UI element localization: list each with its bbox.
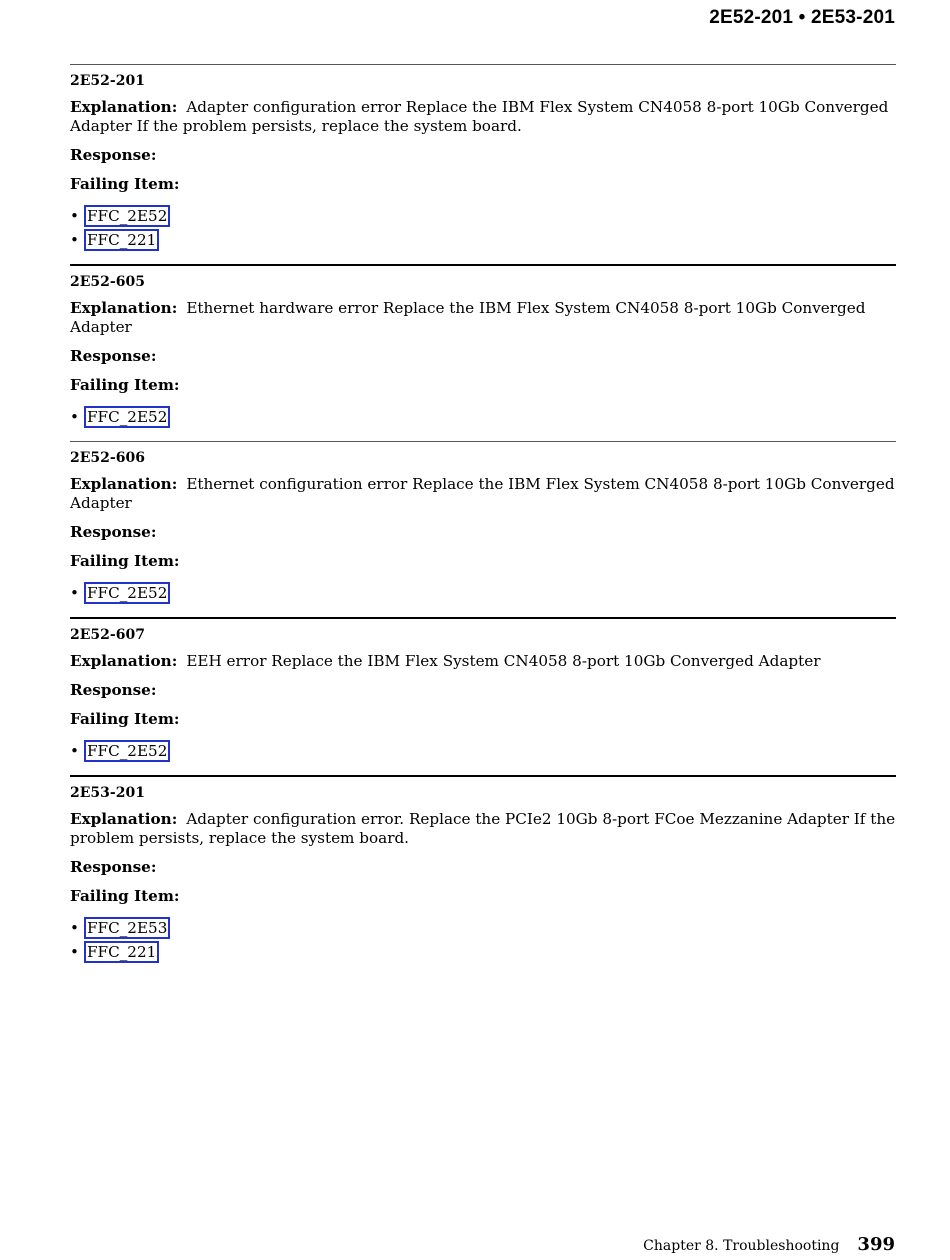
- explanation: [70, 98, 896, 136]
- bullet-icon: •: [70, 584, 79, 602]
- ffc-link[interactable]: FFC_221: [84, 229, 159, 251]
- ffc-link[interactable]: FFC_2E52: [84, 406, 170, 428]
- response-label: Response:: [70, 523, 157, 541]
- ffc-link[interactable]: FFC_2E52: [84, 582, 170, 604]
- response: [70, 523, 896, 542]
- response-label: Response:: [70, 858, 157, 876]
- bullet-icon: •: [70, 408, 79, 426]
- list-item: [70, 405, 896, 429]
- error-code-list: [70, 64, 896, 976]
- response: [70, 347, 896, 366]
- list-item: [70, 916, 896, 940]
- failing-item-list: [70, 581, 896, 617]
- failing-item-list: [70, 204, 896, 264]
- response-label: Response:: [70, 681, 157, 699]
- list-item: [70, 581, 896, 605]
- failing-item-list: [70, 916, 896, 976]
- error-code: 2E52-607: [70, 627, 145, 643]
- failing-item-label: Failing Item:: [70, 175, 180, 193]
- bullet-icon: •: [70, 919, 79, 937]
- failing-item-list: [70, 405, 896, 441]
- response: [70, 146, 896, 165]
- explanation: [70, 810, 896, 848]
- page-number: 399: [857, 1234, 895, 1255]
- explanation-text: Ethernet configuration error Replace the IBM Flex System CN4058 8-port 10Gb Converged Adapter: [70, 475, 895, 512]
- ffc-link[interactable]: FFC_221: [84, 941, 159, 963]
- response: [70, 858, 896, 877]
- running-header: 2E52-201 • 2E53-201: [709, 7, 895, 28]
- explanation: [70, 299, 896, 337]
- bullet-icon: •: [70, 742, 79, 760]
- explanation: [70, 475, 896, 513]
- response-label: Response:: [70, 347, 157, 365]
- explanation-label: Explanation:: [70, 475, 178, 493]
- error-code: 2E52-605: [70, 274, 145, 290]
- bullet-icon: •: [70, 207, 79, 225]
- bullet-icon: •: [70, 231, 79, 249]
- explanation-text: EEH error Replace the IBM Flex System CN4058 8-port 10Gb Converged Adapter: [186, 652, 821, 670]
- failing-item-label: Failing Item:: [70, 887, 180, 905]
- page-footer: [643, 1235, 895, 1256]
- explanation-text: Adapter configuration error Replace the IBM Flex System CN4058 8-port 10Gb Converged Adapter If the problem persists, replace the system board.: [70, 98, 889, 135]
- error-entry: [70, 617, 896, 775]
- ffc-link[interactable]: FFC_2E52: [84, 740, 170, 762]
- failing-item-label: Failing Item:: [70, 552, 180, 570]
- failing-item-label: Failing Item:: [70, 710, 180, 728]
- explanation-label: Explanation:: [70, 652, 178, 670]
- error-entry: [70, 64, 896, 264]
- error-code: 2E52-606: [70, 450, 145, 466]
- explanation-text: Ethernet hardware error Replace the IBM Flex System CN4058 8-port 10Gb Converged Adapter: [70, 299, 866, 336]
- bullet-icon: •: [70, 943, 79, 961]
- explanation-label: Explanation:: [70, 299, 178, 317]
- error-entry: [70, 441, 896, 617]
- failing-item-label: Failing Item:: [70, 376, 180, 394]
- error-entry: [70, 775, 896, 976]
- failing-item-list: [70, 739, 896, 775]
- ffc-link[interactable]: FFC_2E52: [84, 205, 170, 227]
- explanation-label: Explanation:: [70, 810, 178, 828]
- explanation-text: Adapter configuration error. Replace the PCIe2 10Gb 8-port FCoe Mezzanine Adapter If the problem persists, replace the system board.: [70, 810, 896, 847]
- explanation: [70, 652, 896, 671]
- list-item: [70, 228, 896, 252]
- error-code: 2E53-201: [70, 785, 145, 801]
- explanation-label: Explanation:: [70, 98, 178, 116]
- error-code: 2E52-201: [70, 73, 145, 89]
- error-entry: [70, 264, 896, 441]
- response-label: Response:: [70, 146, 157, 164]
- list-item: [70, 204, 896, 228]
- list-item: [70, 940, 896, 964]
- chapter-title: Chapter 8. Troubleshooting: [643, 1238, 840, 1254]
- ffc-link[interactable]: FFC_2E53: [84, 917, 170, 939]
- list-item: [70, 739, 896, 763]
- response: [70, 681, 896, 700]
